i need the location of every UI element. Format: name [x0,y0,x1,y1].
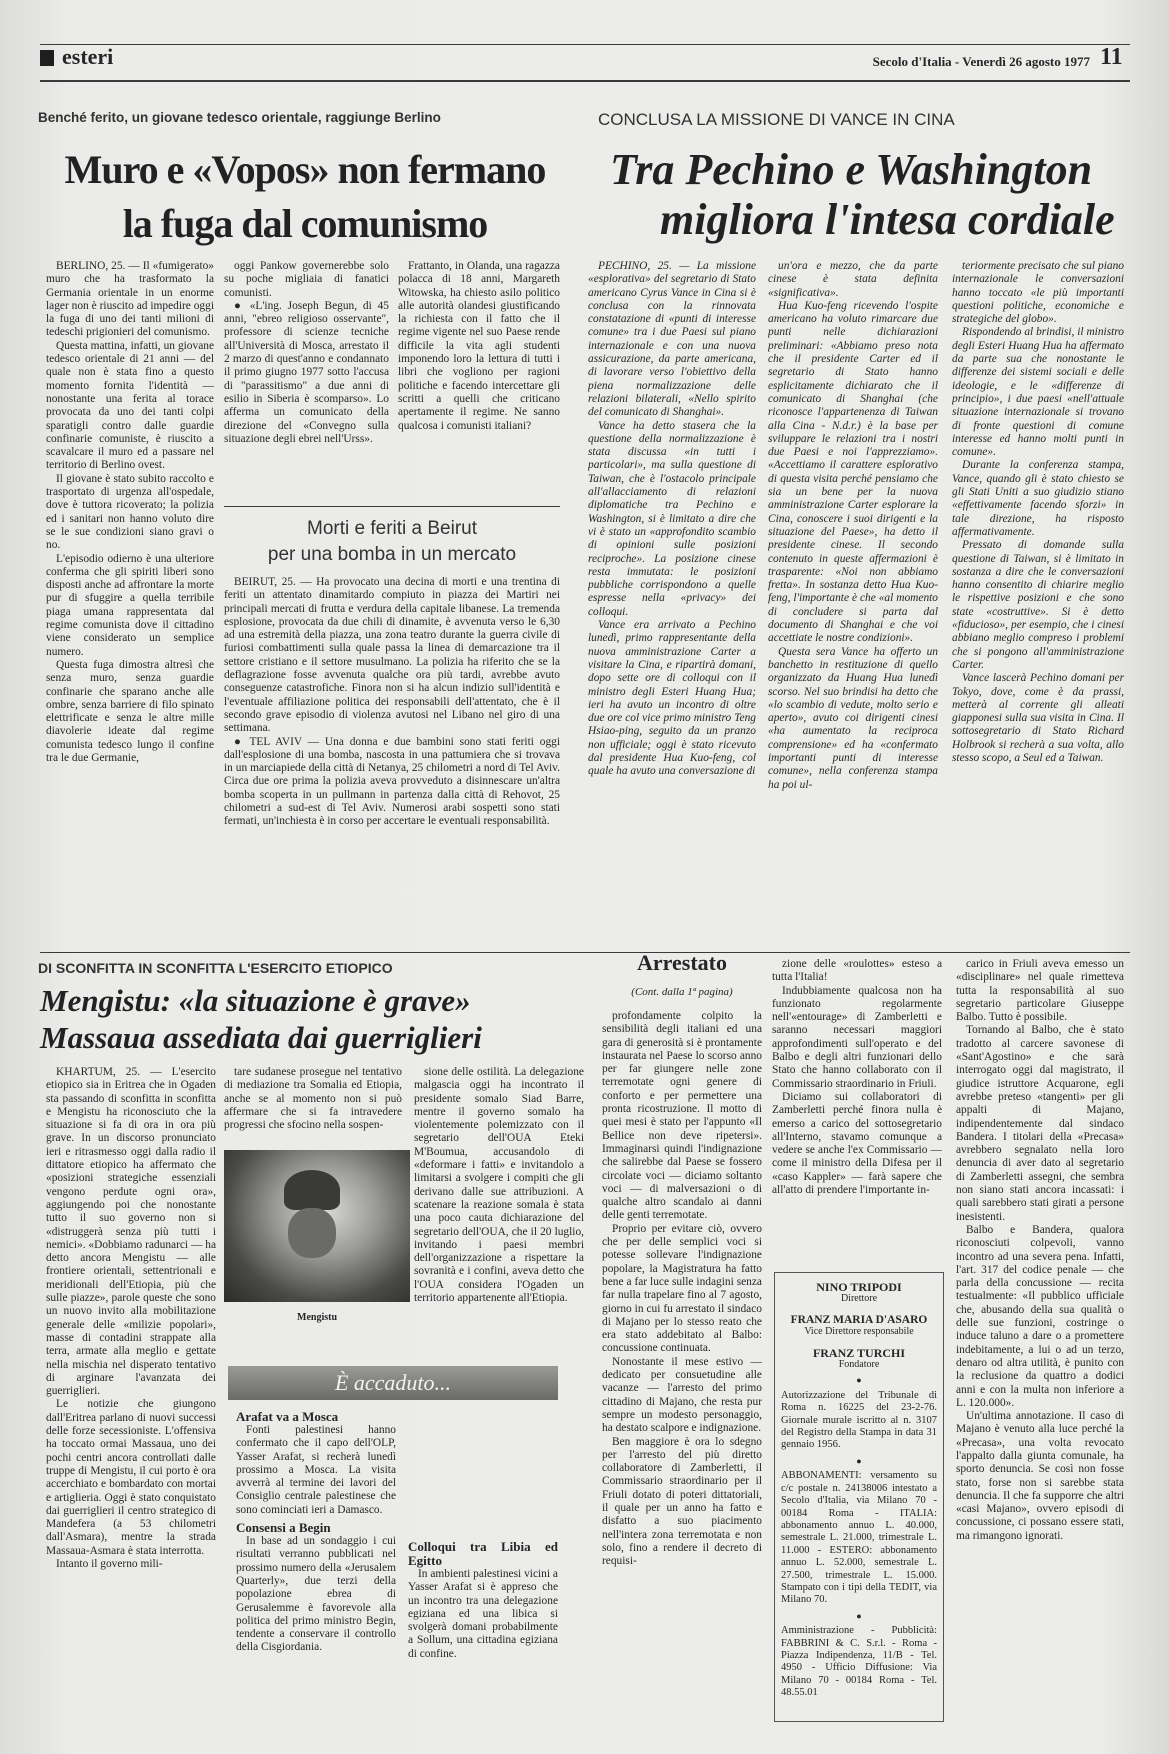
mengistu-title-line2: Massaua assediata dai guerriglieri [40,1020,482,1055]
vance-column-2 [768,260,938,950]
berlin-kicker: Benché ferito, un giovane tedesco orientale, raggiunge Berlino [38,110,441,125]
header-bottom-rule [40,80,1130,82]
e-accaduto-title: È accaduto... [334,1370,452,1395]
bullet-icon: ● [856,1375,862,1386]
paragraph: BEIRUT, 25. — Ha provocato una decina di morti e una trentina di feriti un attentato dinamitardo compiuto in piazza dei Martiri nei principali mercati di frutta e verdura della capitale libanese. La tremenda esplosione, provocata da due chili di dinamite, è avvenuta verso le 6,30 ad una estremità della piazza, una zona teatro durante la guerra civile di furiosi combattimenti sulla quale passa la linea di demarcazione tra il settore cristiano e il settore musulmano. La polizia ha riferito che se la deflagrazione fosse avvenuta qualche ora più tardi, avrebbe avuto conseguenze catastrofiche. Finora non si ha alcun indizio sull'identità e l'eventuale affiliazione politica dei responsabili dell'attentato, che è il secondo grave episodio di violenza avutosi nel Libano nel giro di una settimana. [224,576,560,735]
paragraph: ● «L'ing. Joseph Begun, di 45 anni, "ebreo religioso osservante", professore di scienze tecniche all'Università di Mosca, arrestato il 2 marzo di quest'anno e condannato il primo giugno 1977 sotto l'accusa di "parassitismo" a due anni di esilio in Siberia è scomparso». Lo afferma un comunicato della direzione del «Convegno sulla situazione degli ebrei nell'Urss». [224,299,389,445]
photo-cap-shape [284,1170,340,1210]
vice-director-role: Vice Direttore responsabile [804,1326,914,1338]
paragraph: Questa mattina, infatti, un giovane tedesco orientale di 21 anni — del quale non è stata fino a questo momento fornita l'identità — nonostante una ferita al torace provocata da uno dei tanti colpi sparatigli contro dalle guardie confinarie comuniste, è riuscito a scavalcare il muro ed a passare nel territorio di Berlino ovest. [46,339,214,472]
founder-name: FRANZ TURCHI [812,1345,906,1360]
paragraph: Nonostante il mese estivo — dedicato per consuetudine alle vacanze — l'arresto del primo cittadino di Majano, che resta pur sempre un modesto personaggio, ha destato scalpore e indignazione. [602,1355,762,1435]
director-role: Direttore [840,1293,878,1305]
paragraph: Rispondendo al brindisi, il ministro degli Esteri Huang Hua ha affermato da parte sua che nonostante le differenze dei sistemi sociali e delle ideologie, e le «differenze di principio», i due paesi «nell'attuale situazione internazionale si trovano di fronte questioni di comune interesse ed hanno molti punti in comune». [952,326,1124,459]
berlin-column-3 [398,260,560,492]
paragraph: sione delle ostilità. La delegazione malgascia oggi ha incontrato il presidente somalo Siad Barre, mentre il governo somalo ha violentemente polemizzato con il segretario dell'OUA Eteki M'Boumua, accusandolo di «deformare i fatti» e invitandolo a limitarsi a svolgere i compiti che gli derivano dalle sue attribuzioni. A scatenare la reazione somala è stata una poco cauta dichiarazione del segretario dell'OUA, che il 20 luglio, invitando i paesi membri dell'organizzazione a rispettare la sovranità e i confini, aveva detto che l'OUA considera l'Ogaden un territorio appartenente all'Etiopia. [414,1066,584,1305]
mengistu-column-3 [414,1066,584,1356]
beirut-top-rule [224,506,560,507]
berlin-column-2 [224,260,389,492]
paragraph: Frattanto, in Olanda, una ragazza polacca di 18 anni, Margareth Witowska, ha chiesto asilo politico alle autorità olandesi giustificando la richiesta con il fatto che il regime vigente nel suo Paese rende difficile la vita agli studenti imponendo loro la lettura di tutti i libri che vogliono per ragioni politiche e facendo intercettare gli scritti a quelli che criticano apertamente il regime. Ne sanno qualcosa i comunisti italiani? [398,260,560,432]
beirut-title-line2: per una bomba in un mercato [267,544,517,565]
bullet-icon: ● [856,1610,862,1621]
mengistu-kicker: DI SCONFITTA IN SCONFITTA L'ESERCITO ETIOPICO [38,960,393,976]
paragraph: L'episodio odierno è una ulteriore conferma che gli spiriti liberi sono disposti anche ad affrontare la morte pur di sfuggire a quella terribile piaga umana rappresentata dal regime comunista dove il cittadino viene considerato un semplice numero. [46,552,214,658]
item-headline: Colloqui tra Libia ed Egitto [408,1539,558,1568]
continuation-note: (Cont. dalla 1ª pagina) [631,986,733,998]
mengistu-title-line1: Mengistu: «la situazione è grave» [40,983,471,1018]
e-accaduto-column-2 [408,1410,558,1740]
photo-caption: Mengistu [297,1312,337,1323]
paragraph: Vance ha detto stasera che la questione della normalizzazione è stata discussa «in tutti i particolari», ma sulla questione di Taiwan, che è l'ostacolo principale all'allacciamento di relazioni diplomatiche tra Pechino e Washington, si è limitato a dire che vi è stato un «approfondito scambio di opinioni sulle posizioni reciproche». La posizione cinese resta immutata: le posizioni pubbliche corrispondono a quelle espresse nella «privacy» dei colloqui. [588,419,756,618]
item-body: In ambienti palestinesi vicini a Yasser Arafat si è appreso che un incontro tra una delegazione egiziana ed una libica si svolgerà domani probabilmente a Sollum, una cittadina egiziana di confine. [408,1568,558,1660]
e-accaduto-banner [228,1366,558,1400]
berlin-title-line2: la fuga dal comunismo [122,201,488,246]
paragraph: Hua Kuo-feng ricevendo l'ospite americano ha voluto rimarcare due punti nelle dichiarazioni preliminari: «Abbiamo preso nota che il presidente Carter ed il segretario di Stato hanno esplicitamente dichiarato che il comunicato di Shanghai (che riconosce l'appartenenza di Taiwan alla Cina - N.d.r.) è la base per sviluppare le relazioni tra i nostri due Paesi e noi l'apprezziamo». «Accettiamo il carattere esplorativo di questa visita perché pensiamo che sia un bene per la nuova amministrazione Carter esplorare la Cina, conoscere i suoi dirigenti e la situazione del Paese», ha detto il presidente cinese. Il secondo contenuto in queste affermazioni è trasparente: «Noi non abbiamo fretta». In sostanza detto Hua Kuo-feng, l'importante è che «al momento di concludere si parta dal documento di Shanghai e che voi accettiate le nostre condizioni». [768,299,938,645]
paragraph: Vance lascerà Pechino domani per Tokyo, dove, come è da prassi, metterà al corrente gli alleati giapponesi sulla sua visita in Cina. Il sottosegretario di Stato Richard Holbrook si recherà a sua volta, allo stesso scopo, a Seul ed a Taiwan. [952,672,1124,764]
berlin-column-1 [46,260,214,950]
paragraph: Un'ultima annotazione. Il caso di Majano è venuto alla luce perché la «Precasa», una volta revocato l'appalto dalla giunta comunale, ha sporto denuncia. Se così non fosse stato, forse non si sarebbe stata denuncia. Il che fa supporre che altri «casi Majano», ovvero episodi di concussione, ci possano essere stati, ma rimangono ignorati. [956,1410,1124,1542]
paragraph: Questa fuga dimostra altresì che senza muro, senza guardie confinarie che sparano anche alle ombre, senza barriere di filo spinato elettrificate e senza le altre mille diavolerie ideate dal regime comunista tedesco lungo il confine tra le due Germanie, [46,658,214,764]
paragraph: zione delle «roulottes» esteso a tutta l'Italia! [772,958,942,984]
paragraph: un'ora e mezzo, che da parte cinese è stata definita «significativa». [768,260,938,299]
vance-column-1 [588,260,756,950]
beirut-title-line1: Morti e feriti a Beirut [307,518,477,539]
paragraph: Vance era arrivato a Pechino lunedì, primo rappresentante della nuova amministrazione Carter a visitare la Cina, e ripartirà domani, dopo sette ore di colloqui con il ministro degli Esteri Huang Hua; ieri ha avuto un incontro di oltre due ore col vice primo ministro Teng Hsiao-ping, seguito da un pranzo non ufficiale; oggi è stato ricevuto dal presidente Hua Kuo-feng, col quale ha avuto una conversazione di [588,619,756,778]
paragraph: Diciamo sui collaboratori di Zamberletti perché finora nulla è emerso a carico del sottosegretario all'Interno, stavamo comunque a vedere se anche l'ex Commissario — come il ministro della Difesa per il «caso Kappler» — farà sapere che all'atto di prendere l'importante in- [772,1090,942,1197]
section-label: esteri [62,44,114,69]
paragraph: Durante la conferenza stampa, Vance, quando gli è stato chiesto se gli Stati Uniti a suo giudizio stiano «effettivamente facendo sforzi» in tale direzione, ha risposto affermativamente. [952,459,1124,538]
mengistu-photo [224,1150,410,1302]
paragraph: Questa sera Vance ha offerto un banchetto in restituzione di quello organizzato da Huang Hua lunedì scorso. Nel suo brindisi ha detto che «lo scambio di vedute, molto serio e aperto», avuto coi dirigenti cinesi «ha aumentato la reciproca comprensione» ed ha «confermato importanti punti di interesse comune», nella conferenza stampa ha poi ul- [768,645,938,791]
paragraph: Il giovane è stato subito raccolto e trasportato di urgenza all'ospedale, dove è tuttora ricoverato; la polizia ed i sanitari non hanno voluto dire se le sue condizioni siano gravi o no. [46,472,214,552]
subscriptions-text: ABBONAMENTI: versamento su c/c postale n. 24138006 intestato a Secolo d'Italia, via Milano 70 - 00184 Roma - ITALIA: abbonamento annuo L. 40.000, semestrale L. 21.000, trimestrale L. 11.000 - ESTERO: abbonamento annuo L. 52.000, semestrale L. 27.500, trimestrale L. 15.000. Stampato con i tipi della TEDIT, via Milano 70. [781,1470,937,1606]
paragraph: Balbo e Bandera, qualora riconosciuti colpevoli, vanno incontro ad una severa pena. Infatti, l'art. 317 del codice penale — che parla della concussione — recita testualmente: «Il pubblico ufficiale che, abusando della sua qualità o delle sue funzioni, costringe o induce taluno a dare o a promettere indebitamente, a lui o ad un terzo, denaro od altra utilità, è punito con la reclusione da quattro a dodici anni e con la multa non inferiore a L. 120.000». [956,1223,1124,1409]
berlin-title-line1: Muro e «Vopos» non fermano [64,147,546,192]
paragraph: carico in Friuli aveva emesso un «disciplinare» nel quale rimetteva tutta la responsabilità al suo segretario particolare Giuseppe Balbo. Tutto è possibile. [956,958,1124,1024]
paragraph: BERLINO, 25. — Il «fumigerato» muro che ha trasformato la Germania orientale in un enorme lager non è riuscito ad impedire oggi la fuga di uno dei tanti milioni di tedeschi prigionieri del comunismo. [46,260,214,339]
paragraph: ● TEL AVIV — Una donna e due bambini sono stati feriti oggi dall'esplosione di una bomba, nascosta in una pattumiera che si trovava in un marciapiede della città di Netanya, 25 chilometri a nord di Tel Aviv. Circa due ore prima la polizia aveva provveduto a disinnescare un'altra bomba scoperta in un pullmann in partenza dalla città di Rehovot, 25 chilometri a sud-est di Tel Aviv. Numerosi arabi sospetti sono stati fermati, un'inchiesta è in corso per accertare le eventuali responsabilità. [224,735,560,828]
vice-director-name: FRANZ MARIA D'ASARO [790,1313,928,1326]
item-headline: Arafat va a Mosca [236,1410,339,1424]
vance-kicker: CONCLUSA LA MISSIONE DI VANCE IN CINA [598,110,955,129]
paragraph: KHARTUM, 25. — L'esercito etiopico sia in Eritrea che in Ogaden sta passando di sconfitta in sconfitta e Mengistu ha riconosciuto che la situazione si fa di ora in ora più grave. In un discorso pronunciato ieri e ritrasmesso oggi dalla radio il dittatore etiopico ha affermato che «posizioni strategiche essenziali vengono perdute ogni ora», aggiungendo poi che nonostante tutto il suo governo non si «distruggerà senza più tutti i nemici». «Dobbiamo radunarci — ha detto ancora Mengistu — alle frontiere orientali, settentrionali e meridionali dell'Etiopia, più che sulle piazze», parole queste che sono un nuovo invito alla mobilitazione generale delle «milizie popolari», masse di contadini strappate alla terra, armate alla meglio e gettate nella mischia nel disperato tentativo di arginare l'avanzata dei guerriglieri. [46,1066,216,1398]
item-headline: Consensi a Begin [236,1520,331,1536]
paragraph: tare sudanese prosegue nel tentativo di mediazione tra Somalia ed Etiopia, anche se al momento non si può affermare che si fa intravedere progressi che sfocino nella sospen- [224,1066,402,1132]
director-name: NINO TRIPODI [816,1280,902,1294]
administration-text: Amministrazione - Pubblicità: FABBRINI & C. S.r.l. - Roma - Piazza Indipendenza, 11/B - Tel. 4950 - Ufficio Diffusione: Via Milano 70 - 00184 Roma - Tel. 48.55.01 [781,1625,937,1699]
section-marker-icon [40,50,54,66]
paragraph: Indubbiamente qualcosa non ha funzionato regolarmente nell'«entourage» di Zamberletti e saranno necessari maggiori approfondimenti sull'operato e del Balbo e degli altri funzionari dello Stato che hanno collaborato con il Commissario straordinario in Friuli. [772,984,942,1090]
paragraph: PECHINO, 25. — La missione «esplorativa» del segretario di Stato americano Cyrus Vance in Cina si è conclusa con la rinnovata constatazione di «punti di interesse comune» tra i due Paesi sul piano internazionale e con una nuova assicurazione, da parte americana, di lavorare verso l'obiettivo della piena normalizzazione delle relazioni bilaterali, «Nello spirito del comunicato di Shanghai». [588,260,756,419]
beirut-body [224,576,560,951]
item-body: In base ad un sondaggio i cui risultati verranno pubblicati nel prossimo numero della «Jerusalem Quarterly», due terzi della popolazione ebrea di Gerusalemme è favorevole alla politica del primo ministro Begin, tendente a conservare il controllo della Cisgiordania. [236,1535,396,1654]
arrestato-column-1 [602,1010,762,1746]
paragraph: Intanto il governo mili- [56,1557,163,1570]
paragraph: oggi Pankow governerebbe solo su poche migliaia di fanatici comunisti. [224,260,389,299]
registration-text: Autorizzazione del Tribunale di Roma n. 16225 del 23-2-76. Giornale murale iscritto al n. 3107 del Registro della Stampa in data 31 gennaio 1956. [781,1389,937,1451]
arrestato-title: Arrestato [637,950,727,975]
paragraph: profondamente colpito la sensibilità degli italiani ed una gara di generosità si è prontamente instaurata nel Paese lo scorso anno per far giungere nelle zone terremotate ogni genere di conforto e per permettere una pronta ricostruzione. Il motto di quei mesi è stato per l'appunto «Il Bellice non deve ripetersi». Immaginarsi quindi l'indignazione che salirebbe dal Paese se fossero circolate voci — diciamo soltanto voci — di malversazioni o di qualche altro scandalo ai danni delle genti terremotate. [602,1010,762,1222]
paragraph: Ben maggiore è ora lo sdegno per l'arresto del più diretto collaboratore di Zamberletti, il Commissario straordinario per il Friuli dotato di poteri dittatoriali, il quale per un anno ha fatto e disfatto a suo piacimento nell'intera zona terremotata e non solo, fino a rendere il decreto di requisi- [602,1435,762,1568]
paragraph: teriormente precisato che sul piano internazionale le conversazioni hanno toccato «le più importanti questioni politiche, economiche e strategiche del globo». [952,260,1124,326]
bullet-icon: ● [856,1455,862,1466]
arrestato-column-3 [956,958,1124,1746]
e-accaduto-column-1 [236,1410,396,1740]
newspaper-date: Secolo d'Italia - Venerdì 26 agosto 1977 [872,54,1090,69]
masthead-box [774,1272,944,1722]
vance-title-line1: Tra Pechino e Washington [610,145,1093,194]
paragraph: Tornando al Balbo, che è stato tradotto al carcere savonese di «Sant'Agostino» e che sarà interrogato oggi dal magistrato, il giudice istruttore Acquarone, egli avrebbe preteso «tangenti» per gli appalti di Majano, indipendentemente dal sindaco Bandera. I titolari della «Precasa» avrebbero segnalato nella loro denuncia di aver dato al segretario di Zamberletti assegni, che sembra non siano stati ancora incassati: i quali sarebbero stati girati a persone inesistenti. [956,1024,1124,1223]
header-top-rule [40,44,1130,45]
paragraph: Proprio per evitare ciò, ovvero che per delle semplici voci si potesse sollevare l'indignazione popolare, la Magistratura ha fatto bene a far luce sulle indagini senza far nulla trapelare fino al 7 agosto, giorno in cui fu arrestato il sindaco di Majano per lo stesso reato che era stato addebitato al Balbo: concussione continuata. [602,1222,762,1355]
vance-title-line2: migliora l'intesa cordiale [660,195,1115,244]
arrestato-column-2 [772,958,942,1258]
photo-face-shape [288,1208,336,1258]
item-body: Fonti palestinesi hanno confermato che il capo dell'OLP, Yasser Arafat, si recherà lunedì prossimo a Mosca. La visita avverrà al termine dei lavori del Consiglio centrale palestinese che sono cominciati ieri a Damasco. [236,1424,396,1516]
paragraph: Pressato di domande sulla questione di Taiwan, si è limitato in sostanza a dire che le conversazioni hanno consentito di chiarire meglio le rispettive posizioni e che sono state «costruttive». Si è detto «fiducioso», per esempio, che i cinesi abbiano meglio compreso i problemi che si pongono all'amministrazione Carter. [952,539,1124,671]
mengistu-column-2 [224,1066,402,1146]
paragraph: Le notizie che giungono dall'Eritrea parlano di nuovi successi delle forze secessioniste. L'offensiva ha toccato ormai Massaua, uno dei pochi centri ancora controllati dalle truppe di Mengistu, il cui porto è ora accerchiato e bombardato con mortai e artiglieria. Oggi è stato conquistato dai guerriglieri il centro strategico di Mandefera (a 53 chilometri dall'Asmara), mentre la strada Massaua-Asmara è stata interrotta. [46,1398,216,1557]
page-number: 11 [1100,44,1123,70]
founder-role: Fondatore [838,1359,880,1371]
section-divider [40,952,1130,953]
vance-column-3 [952,260,1124,950]
mengistu-column-1 [46,1066,216,1746]
